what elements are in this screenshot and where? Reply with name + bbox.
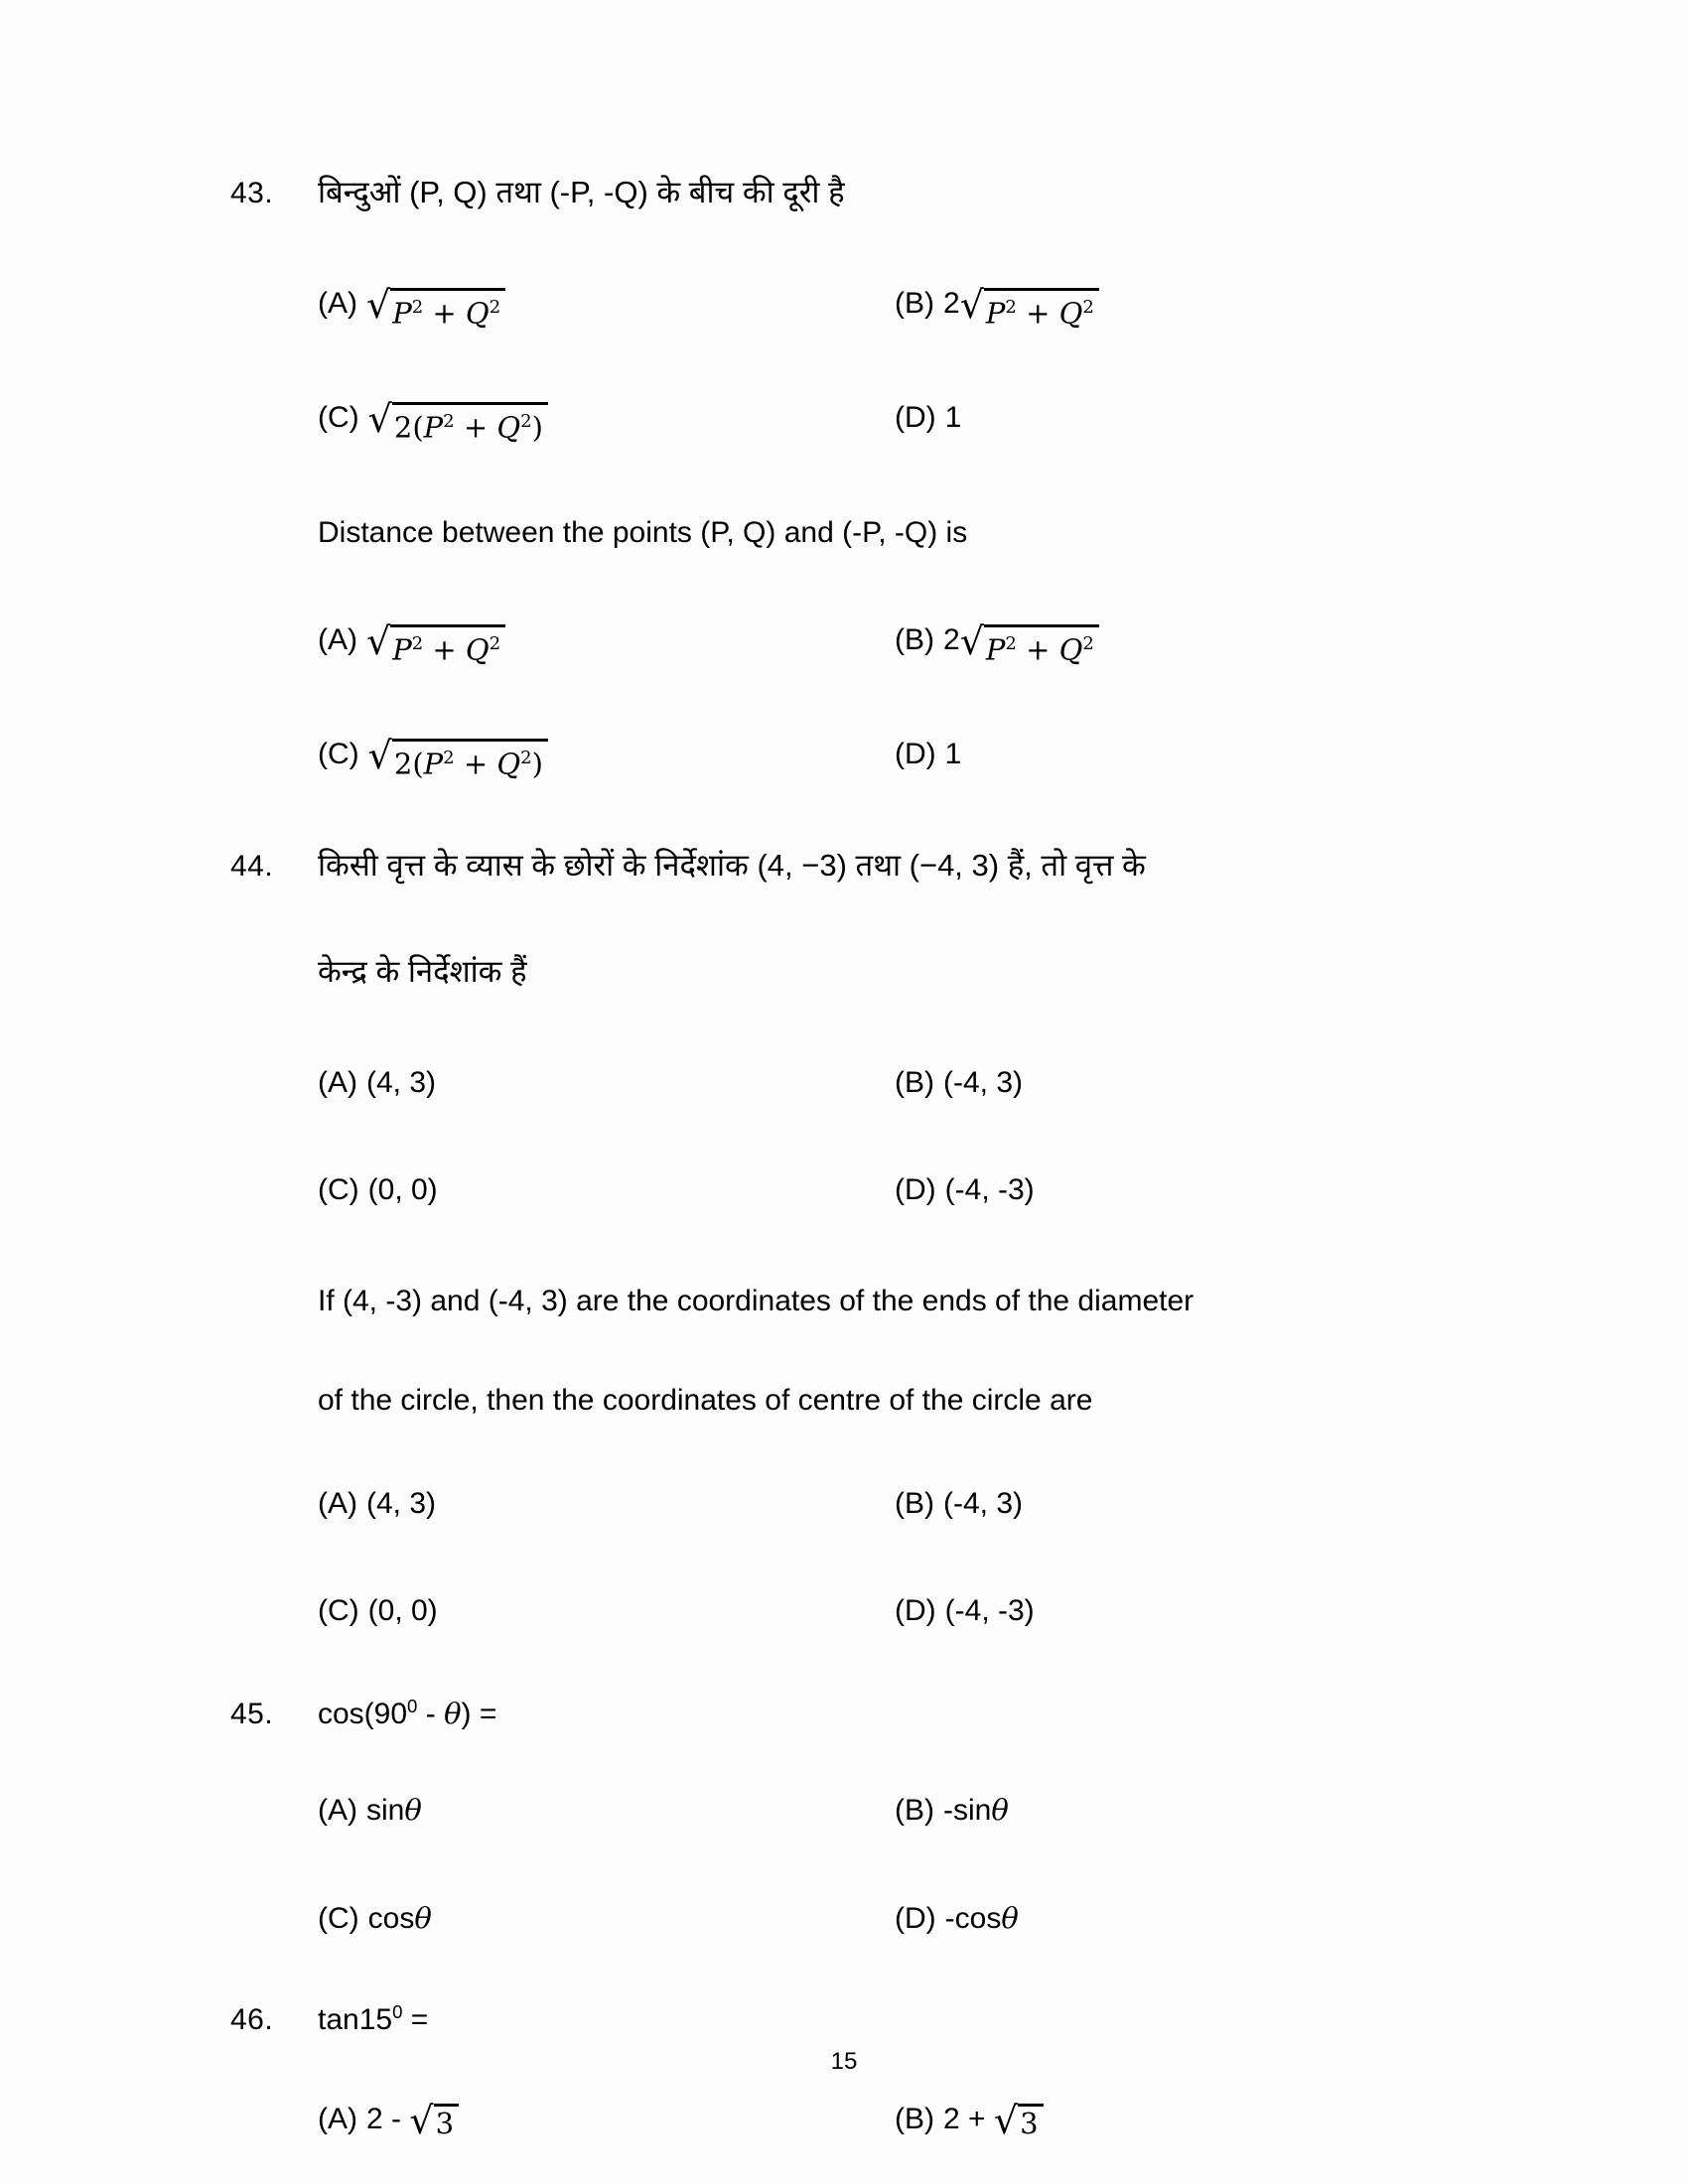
option-a-label: (A) [318, 1793, 357, 1827]
sqrt-2-p2-q2 [367, 396, 548, 445]
radical-sign-icon: √ [409, 2098, 434, 2142]
option-d-value: (-4, -3) [944, 1593, 1035, 1627]
radical-sign-icon: √ [959, 283, 984, 327]
option-a-hindi[interactable] [318, 1066, 895, 1100]
option-c-english[interactable] [318, 1594, 895, 1628]
theta-symbol: θ [991, 1792, 1009, 1827]
option-b-value: (-4, 3) [943, 1486, 1024, 1520]
question-44-stem-english-line-2: of the circle, then the coordinates of centre of the circle are [318, 1383, 1093, 1417]
option-c-label: (C) [318, 1901, 359, 1935]
radicand: $P^2 + Q^2$ [984, 624, 1099, 665]
degree-symbol: 0 [407, 1695, 418, 1716]
option-b-hindi[interactable] [895, 283, 1472, 331]
option-d[interactable] [895, 1901, 1472, 1936]
option-d-label: (D) [895, 1593, 936, 1627]
radicand: 3 [1018, 2104, 1043, 2138]
option-d-label: (D) [895, 737, 936, 770]
option-c-english[interactable] [318, 733, 895, 781]
sqrt-3 [409, 2098, 459, 2142]
option-b-hindi[interactable] [895, 1066, 1472, 1100]
option-a-value: (4, 3) [366, 1486, 437, 1520]
option-a[interactable] [318, 2098, 895, 2142]
question-43-hindi-options-row-2 [318, 396, 1472, 445]
radicand: 3 [434, 2104, 459, 2138]
option-a-english[interactable] [318, 619, 895, 667]
question-45-stem [318, 1695, 1472, 1730]
question-44-number: 44. [230, 849, 274, 883]
option-b-value [943, 1793, 1009, 1828]
neg-sin-text: -sin [943, 1793, 992, 1827]
question-43-english-options-row-2 [318, 733, 1472, 781]
option-a-value [366, 2098, 459, 2142]
cos-expression-mid: - [417, 1697, 445, 1730]
radicand: $P^2 + Q^2$ [984, 288, 1099, 329]
option-c-label: (C) [318, 737, 359, 770]
option-d-english[interactable] [895, 1594, 1472, 1628]
question-45-number: 45. [230, 1697, 274, 1730]
question-46-number: 46. [230, 2002, 274, 2036]
option-c-hindi[interactable] [318, 396, 895, 445]
option-b-english[interactable] [895, 1487, 1472, 1521]
option-c-hindi[interactable] [318, 1173, 895, 1207]
option-a-value: (4, 3) [366, 1065, 437, 1099]
plus-sign: + [968, 2102, 986, 2135]
sqrt-p2-q2 [366, 619, 505, 667]
radicand: $P^2 + Q^2$ [390, 624, 505, 665]
question-46-options-row-1 [318, 2098, 1472, 2142]
question-45-options-row-2 [318, 1901, 1472, 1936]
question-43-stem-english: Distance between the points (P, Q) and (-P, -Q) is [318, 516, 968, 550]
option-a-english[interactable] [318, 1487, 895, 1521]
option-c[interactable] [318, 1901, 895, 1936]
number-2: 2 [366, 2102, 383, 2135]
question-45 [230, 1695, 1472, 1936]
option-d-hindi[interactable] [895, 401, 1472, 435]
coefficient-2: 2 [943, 287, 960, 320]
question-44-english-options-row-2 [318, 1594, 1472, 1628]
option-b-value: (-4, 3) [943, 1065, 1024, 1099]
question-44-hindi-options-row-1 [318, 1066, 1472, 1100]
radical-sign-icon: √ [959, 619, 984, 664]
theta-symbol: θ [414, 1900, 432, 1935]
option-b-label: (B) [895, 1486, 934, 1520]
option-a-label: (A) [318, 2102, 357, 2135]
option-b-label: (B) [895, 287, 934, 320]
option-b[interactable] [895, 2098, 1472, 2142]
question-44-hindi-options-row-2 [318, 1173, 1472, 1207]
cos-text: cos [367, 1901, 415, 1935]
degree-symbol: 0 [392, 2000, 403, 2022]
option-b[interactable] [895, 1793, 1472, 1828]
option-b-label: (B) [895, 1065, 934, 1099]
question-45-options-row-1 [318, 1793, 1472, 1828]
option-a-label: (A) [318, 1065, 357, 1099]
page-content [230, 175, 1472, 2142]
question-43 [230, 175, 1472, 781]
option-b-label: (B) [895, 623, 934, 657]
radical-sign-icon: √ [366, 283, 391, 327]
question-46-stem [318, 2000, 1472, 2036]
option-b-label: (B) [895, 2102, 934, 2135]
option-b-english[interactable] [895, 619, 1472, 667]
radical-sign-icon: √ [367, 396, 392, 441]
option-d-label: (D) [895, 1901, 936, 1935]
radicand: $P^2 + Q^2$ [390, 288, 505, 329]
radicand: $2(P^2 + Q^2)$ [392, 402, 548, 443]
question-44-stem-hindi-line-1 [318, 847, 1472, 883]
option-a-label: (A) [318, 1486, 357, 1520]
theta-symbol: θ [1001, 1900, 1019, 1935]
radical-sign-icon: √ [367, 733, 392, 777]
theta-symbol: θ [444, 1696, 462, 1730]
option-d-value: 1 [944, 737, 962, 770]
question-44 [230, 847, 1472, 1628]
option-d-value [945, 1901, 1019, 1936]
question-43-english-options-row-1 [318, 619, 1472, 667]
option-b-value [943, 2098, 1044, 2142]
cos-expression-close: ) = [461, 1697, 497, 1730]
option-d-value: 1 [944, 400, 962, 434]
question-44-stem-hindi-line-2: केन्द्र के निर्देशांक हैं [318, 953, 527, 989]
option-d-label: (D) [895, 1172, 936, 1206]
sqrt-2-p2-q2 [367, 733, 548, 781]
option-a-value [366, 1793, 422, 1828]
question-43-stem-hindi: बिन्दुओं (P, Q) तथा (-P, -Q) के बीच की दूरी है [318, 175, 845, 209]
option-b-label: (B) [895, 1793, 934, 1827]
option-a-hindi[interactable] [318, 283, 895, 331]
option-d-label: (D) [895, 400, 936, 434]
sqrt-3 [993, 2098, 1044, 2142]
option-a-label: (A) [318, 623, 357, 657]
page-number: 15 [830, 2048, 858, 2075]
question-44-english-options-row-1 [318, 1487, 1472, 1521]
sin-text: sin [366, 1793, 405, 1827]
sqrt-p2-q2 [366, 283, 505, 331]
neg-cos-text: -cos [944, 1901, 1002, 1935]
option-c-label: (C) [318, 400, 359, 434]
question-43-number: 43. [230, 177, 274, 209]
question-43-hindi-options-row-1 [318, 283, 1472, 331]
cos-expression-open: cos(90 [318, 1697, 408, 1730]
option-c-value: (0, 0) [367, 1593, 438, 1627]
option-d-hindi[interactable] [895, 1173, 1472, 1207]
sqrt-p2-q2 [959, 619, 1099, 667]
option-a-label: (A) [318, 287, 357, 320]
option-c-label: (C) [318, 1593, 359, 1627]
tan-close: = [402, 2002, 429, 2036]
option-c-value [368, 1901, 432, 1936]
theta-symbol: θ [404, 1792, 422, 1827]
tan-text: tan15 [318, 2002, 393, 2036]
option-c-label: (C) [318, 1172, 359, 1206]
radical-sign-icon: √ [366, 619, 391, 664]
radicand: $2(P^2 + Q^2)$ [392, 739, 548, 779]
option-d-value: (-4, -3) [944, 1172, 1035, 1206]
option-c-value: (0, 0) [367, 1172, 438, 1206]
question-44-stem-english-line-1: If (4, -3) and (-4, 3) are the coordinates of the ends of the diameter [318, 1284, 1195, 1317]
coefficient-2: 2 [943, 623, 960, 657]
stem-text: किसी वृत्त के व्यास के छोरों के निर्देशांक (4, −3) तथा (−4, 3) हैं, तो वृत्त के [318, 847, 1146, 883]
sqrt-p2-q2 [959, 283, 1099, 331]
number-2: 2 [943, 2102, 960, 2135]
option-a[interactable] [318, 1793, 895, 1828]
radical-sign-icon: √ [993, 2098, 1019, 2142]
option-d-english[interactable] [895, 738, 1472, 771]
minus-sign: - [391, 2102, 402, 2135]
